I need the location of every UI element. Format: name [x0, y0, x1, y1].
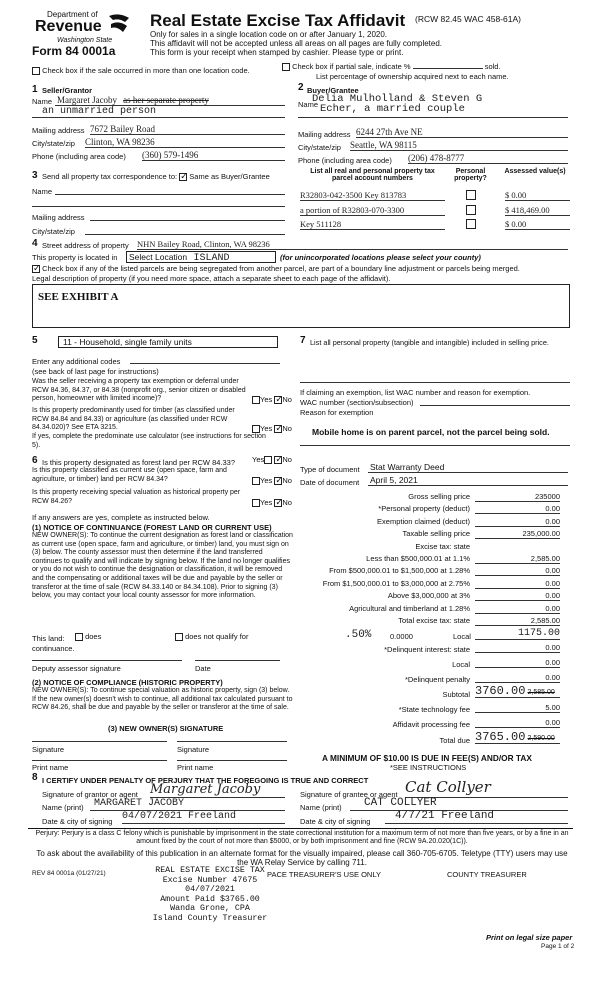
historic-answer[interactable]: [252, 498, 292, 507]
local-rate-handwritten: .50%: [345, 629, 372, 641]
parcel-2-personal-checkbox[interactable]: [466, 205, 476, 215]
legal-description-box[interactable]: [32, 284, 570, 328]
corr-name-field[interactable]: [55, 194, 285, 195]
tax-label: *Personal property (deduct): [378, 504, 470, 514]
land-does-not-checkbox[interactable]: [175, 633, 183, 641]
location-handwritten: ISLAND: [193, 253, 230, 264]
tax-label: From $1,500,000.01 to $3,000,000 at 2.75%: [322, 578, 470, 588]
seller-city-field[interactable]: Clinton, WA 98236: [85, 137, 285, 148]
delinq-penalty-value[interactable]: 0.00: [475, 673, 560, 683]
tax-row: [300, 579, 570, 591]
county-treasurer-label: COUNTY TREASURER: [447, 870, 527, 879]
historic-no-label: No: [282, 498, 292, 507]
corr-city-label: City/state/zip: [32, 227, 75, 236]
grantor-signature[interactable]: Margaret Jacoby: [150, 782, 285, 798]
current-use-yes-label: Yes: [260, 476, 273, 485]
tech-fee-label: *State technology fee: [398, 705, 470, 714]
doc-type-label: Type of document: [300, 465, 360, 474]
personal-property-field[interactable]: [300, 382, 570, 383]
local-label: Local: [453, 632, 471, 641]
grantee-name[interactable]: CAT COLLYER: [350, 797, 568, 811]
historic-yes-label: Yes: [260, 498, 273, 507]
current-use-yes-checkbox[interactable]: [252, 477, 260, 485]
revision-number: REV 84 0001a (01/27/21): [32, 870, 106, 877]
land-does-not-option[interactable]: [175, 632, 248, 641]
tax-table: [300, 492, 570, 628]
buyer-name-label: Name: [298, 100, 319, 109]
additional-codes-field[interactable]: [130, 363, 280, 364]
tier-3-value[interactable]: 0.00: [475, 579, 560, 589]
buyer-mail-field[interactable]: 6244 27th Ave NE: [356, 127, 568, 138]
corr-name-line-2: [32, 206, 285, 207]
street-address-label: Street address of property: [42, 241, 129, 250]
section-5-number: 5: [32, 335, 38, 346]
historic-question: Is this property receiving special valuation as historical property per RCW 84.26?: [32, 489, 241, 505]
stamp-line: Island County Treasurer: [152, 913, 268, 923]
current-use-no-checkbox[interactable]: [274, 477, 282, 485]
print-name-label-1: Print name: [32, 763, 69, 772]
doc-date-label: Date of document: [300, 478, 360, 487]
local-tax-value[interactable]: 1175.00: [475, 628, 560, 640]
tax-label: Exemption claimed (deduct): [377, 516, 470, 526]
section-8-number: 8: [32, 772, 38, 783]
form-title: Real Estate Excise Tax Affidavit: [150, 11, 406, 30]
delinq-penalty-label: *Delinquent penalty: [404, 675, 470, 684]
tax-label: Agricultural and timberland at 1.28%: [349, 603, 470, 613]
if-any-yes-note: If any answers are yes, complete as instructed below.: [32, 513, 210, 522]
exemption-question: Was the seller receiving a property tax exemption or deferral under RCW 84.36, 84.37, or 84.38 (nonprofit org., senior citizen or disabled person, homeowner with limited income)?: [32, 378, 246, 402]
owner-signature-2[interactable]: [177, 741, 287, 742]
land-does-label: does: [85, 632, 102, 641]
correspondence-text: Send all property tax correspondence to:: [42, 172, 178, 181]
tax-label: Gross selling price: [408, 492, 470, 501]
local-rate: 0.0000: [390, 632, 413, 641]
land-does-option[interactable]: [75, 632, 101, 641]
timber-question: Is this property predominantly used for timber (as classified under RCW 84.84 and 84.33) or agriculture (as classified under RCW 84.34.020)? See ETA 3215.: [32, 407, 235, 431]
segregated-check[interactable]: [32, 264, 520, 273]
grantor-name[interactable]: MARGARET JACOBY: [90, 798, 285, 811]
dept-line: Department of: [47, 10, 98, 19]
stamp-line: Wanda Grone, CPA: [170, 904, 250, 913]
forest-no-label: No: [282, 455, 292, 464]
subtotal-struck: 2,585.00: [527, 689, 555, 696]
corr-city-field[interactable]: [85, 234, 285, 235]
deputy-signature-field[interactable]: [32, 660, 182, 661]
forest-answer[interactable]: [252, 455, 292, 464]
grantor-date-city[interactable]: 04/07/2021 Freeland: [122, 811, 285, 824]
same-as-buyer-checkbox[interactable]: [179, 173, 187, 181]
section-4-number: 4: [32, 238, 38, 249]
buyer-heading: Buyer/Grantee: [307, 86, 359, 95]
partial-sale-check[interactable]: [282, 62, 501, 71]
location-select[interactable]: [126, 251, 276, 263]
forest-no-checkbox[interactable]: [274, 456, 282, 464]
exemption-value[interactable]: 0.00: [475, 517, 560, 527]
personal-property-label: List all personal property (tangible and intangible) included in selling price.: [310, 338, 549, 347]
buyer-phone-label: Phone (including area code): [298, 156, 392, 165]
seller-heading: Seller/Grantor: [42, 86, 93, 95]
tax-row: [300, 529, 570, 541]
affidavit-fee-label: Affidavit processing fee: [392, 720, 470, 729]
multi-location-label: Check box if the sale occurred in more than one location code.: [42, 66, 250, 75]
seller-name-line-2: [32, 117, 285, 118]
grantee-name-label: Name (print): [300, 803, 342, 812]
buyer-city-field[interactable]: Seattle, WA 98115: [350, 140, 568, 151]
tax-label: Total excise tax: state: [398, 615, 470, 625]
stamp-line: Amount Paid $3765.00: [160, 894, 260, 904]
location-select-value: Select Location: [129, 252, 188, 262]
current-use-answer[interactable]: [252, 476, 292, 485]
tier-4-value[interactable]: 0.00: [475, 591, 560, 601]
buyer-name: Delia Mulholland & Steven G: [312, 93, 483, 105]
tax-label: Above $3,000,000 at 3%: [387, 591, 470, 601]
grantee-date-city[interactable]: 4/7/21 Freeland: [385, 810, 568, 824]
exemption-answer[interactable]: [252, 395, 292, 404]
total-due-struck: 2,590.00: [527, 735, 555, 742]
corr-mail-label: Mailing address: [32, 213, 85, 222]
compliance-heading: (2) NOTICE OF COMPLIANCE (HISTORIC PROPERTY): [32, 678, 223, 687]
doc-type-field[interactable]: Stat Warranty Deed: [368, 462, 568, 473]
multi-location-checkbox[interactable]: [32, 67, 40, 75]
grantor-date-label: Date & city of signing: [42, 817, 113, 826]
total-due-handwritten: 3765.00: [475, 730, 526, 744]
tier-2-value[interactable]: 0.00: [475, 566, 560, 576]
section-1-number: 1: [32, 84, 38, 95]
forest-question: Is this property designated as forest land per RCW 84.33?: [42, 458, 236, 467]
seller-name-2: an unmarried person: [42, 106, 157, 117]
timber-no-label: No: [282, 424, 292, 433]
tax-row: [300, 604, 570, 616]
header-note-3: This form is your receipt when stamped by cashier. Please type or print.: [150, 48, 404, 57]
certify-statement: I CERTIFY UNDER PENALTY OF PERJURY THAT THE FOREGOING IS TRUE AND CORRECT: [42, 776, 369, 785]
current-use-no-label: No: [282, 476, 292, 485]
tax-label: From $500,000.01 to $1,500,000 at 1.28%: [329, 566, 470, 576]
page-number: Page 1 of 2: [541, 943, 575, 950]
continuance-heading: (1) NOTICE OF CONTINUANCE (FOREST LAND OR CURRENT USE): [32, 523, 272, 532]
tax-label: Excise tax: state: [415, 541, 470, 551]
exemption-reason[interactable]: Mobile home is on parent parcel, not the parcel being sold.: [312, 427, 550, 437]
subtotal-field[interactable]: [475, 684, 560, 698]
reason-line: [300, 445, 570, 446]
tax-row: [300, 554, 570, 566]
timber-answer[interactable]: [252, 424, 292, 433]
see-instructions: *SEE INSTRUCTIONS: [390, 763, 467, 772]
historic-no-checkbox[interactable]: [274, 499, 282, 507]
partial-sale-label: Check box if partial sale, indicate %: [292, 62, 411, 71]
historic-yes-checkbox[interactable]: [252, 499, 260, 507]
forest-yes-label: Yes: [252, 455, 265, 464]
partial-sale-sold: sold.: [484, 62, 501, 71]
seller-city-label: City/state/zip: [32, 139, 75, 148]
total-due-field[interactable]: [475, 730, 560, 744]
buyer-city-label: City/state/zip: [298, 143, 341, 152]
rcw-reference: (RCW 82.45 WAC 458-61A): [415, 14, 521, 24]
legal-description: SEE EXHIBIT A: [38, 291, 119, 303]
owner-signature-1[interactable]: [32, 741, 167, 742]
doc-date-field[interactable]: April 5, 2021: [368, 475, 568, 486]
seller-phone-field[interactable]: (360) 579-1496: [142, 150, 285, 161]
additional-codes-label: Enter any additional codes: [32, 357, 121, 366]
subtotal-label: Subtotal: [442, 690, 470, 699]
minimum-due-note: A MINIMUM OF $10.00 IS DUE IN FEE(S) AND/OR TAX: [322, 753, 532, 763]
grantor-signature-label: Signature of grantor or agent: [42, 790, 138, 799]
segregated-label: Check box if any of the listed parcels are being segregated from another parcel, are part of a boundary line adjustment or parcels being merged.: [42, 264, 520, 273]
exemption-no-label: No: [282, 395, 292, 404]
continuance-body: NEW OWNER(S): To continue the current designation as forest land or classification as current use (open space, farm and agriculture, or timber) land, you must sign on (3) below. The county assessor must then determine if the land transferred continues to qualify and will indicate by signing below. If the land no longer qualifies or you do not wish to continue the designation or classification, it will be removed and the compensating or additional taxes will be due and payable by the seller or transferor at the time of sale (RCW 84.33.140 or 84.34.108). Prior to signing (3) below, you may contact your local county assessor for more information.: [32, 532, 293, 600]
seller-name-label: Name: [32, 97, 53, 106]
tax-row: [300, 566, 570, 578]
delinq-state-label: *Delinquent interest: state: [384, 645, 470, 654]
timber-note: If yes, complete the predominate use calculator (see instructions for section 5).: [32, 433, 266, 449]
affidavit-fee-value[interactable]: 0.00: [475, 718, 560, 728]
parcel-3-personal-checkbox[interactable]: [466, 219, 476, 229]
parcel-3-value[interactable]: $ 0.00: [505, 219, 570, 230]
wac-field[interactable]: [420, 405, 570, 406]
parcel-2-value[interactable]: $ 418,469.00: [505, 205, 570, 216]
tier-1-value[interactable]: 2,585.00: [475, 554, 560, 564]
parcel-row-2[interactable]: a portion of R32803-070-3300: [300, 205, 445, 216]
same-as-buyer-label: Same as Buyer/Grantee: [189, 172, 270, 181]
exemption-yes-label: Yes: [260, 395, 273, 404]
seller-name: Margaret Jacoby: [57, 95, 118, 105]
seller-name-strike: as her separate property: [123, 95, 209, 105]
footer-divider: [28, 828, 573, 829]
timber-yes-checkbox[interactable]: [252, 425, 260, 433]
assessed-col-header: Assessed value(s): [504, 168, 566, 175]
timber-yes-label: Yes: [260, 424, 273, 433]
parcel-row-1[interactable]: R32803-042-3500 Key 813783: [300, 190, 445, 201]
signature-label-2: Signature: [177, 745, 210, 754]
segregated-checkbox[interactable]: [32, 265, 40, 273]
signature-label-1: Signature: [32, 745, 65, 754]
legal-desc-label: Legal description of property (if you need more space, attach a separate sheet to each page of the affidavit).: [32, 274, 391, 283]
local-2-value[interactable]: 0.00: [475, 658, 560, 668]
tech-fee-value[interactable]: 5.00: [475, 703, 560, 713]
parcel-1-value[interactable]: $ 0.00: [505, 190, 570, 201]
total-state-value[interactable]: 2,585.00: [475, 616, 560, 626]
tax-row: [300, 591, 570, 603]
tax-row: [300, 492, 570, 504]
tax-row: [300, 517, 570, 529]
partial-sale-checkbox[interactable]: [282, 63, 290, 71]
dept-name: Revenue: [35, 18, 102, 35]
timber-no-checkbox[interactable]: [274, 425, 282, 433]
taxable-price-value[interactable]: 235,000.00: [475, 529, 560, 539]
correspondence-label: [42, 172, 270, 181]
legal-size-note: Print on legal size paper: [486, 933, 573, 942]
street-address-field[interactable]: NHN Bailey Road, Clinton, WA 98236: [137, 239, 568, 250]
delinq-state-value[interactable]: 0.00: [475, 643, 560, 653]
parcel-row-3[interactable]: Key 511128: [300, 219, 445, 230]
subtotal-handwritten: 3760.00: [475, 684, 526, 698]
total-due-label: Total due: [439, 736, 470, 745]
section-6-number: 6: [32, 455, 38, 466]
new-owner-heading: (3) NEW OWNER(S) SIGNATURE: [108, 724, 224, 733]
grantee-signature-label: Signature of grantee or agent: [300, 790, 398, 799]
state-name: Washington State: [57, 37, 113, 44]
grantee-date-label: Date & city of signing: [300, 817, 371, 826]
personal-col-header: Personal property?: [454, 168, 487, 182]
current-use-question: Is this property classified as current use (open space, farm and agriculture, or timber) land per RCW 84.34?: [32, 467, 227, 483]
buyer-name-line: [298, 117, 568, 118]
compliance-body: NEW OWNER(S): To continue special valuation as historic property, sign (3) below. If the new owner(s) doesn't wish to continue, all additional tax calculated pursuant to RCW 84.26, shall be due and payable by the seller or transferor at the time of sale.: [32, 687, 293, 712]
availability-note: To ask about the availability of this publication in an alternate format for the visually impaired, please call 360-705-6705. Teletype (TTY) users may use the WA Relay Service by calling 711.: [36, 849, 568, 867]
exemption-no-checkbox[interactable]: [274, 396, 282, 404]
pace-label: PACE TREASURER'S USE ONLY: [267, 870, 381, 879]
ag-timber-value[interactable]: 0.00: [475, 604, 560, 614]
wa-logo-icon: [107, 12, 131, 34]
additional-codes-note: (see back of last page for instructions): [32, 367, 159, 376]
exemption-yes-checkbox[interactable]: [252, 396, 260, 404]
land-does-checkbox[interactable]: [75, 633, 83, 641]
tax-label: Less than $500,000.01 at 1.1%: [366, 553, 470, 563]
section-3-number: 3: [32, 170, 38, 181]
continuance-label: continuance.: [32, 644, 75, 653]
tax-label: Taxable selling price: [402, 529, 470, 539]
multi-location-check[interactable]: [32, 66, 250, 75]
deputy-date-field[interactable]: [195, 660, 280, 661]
parcel-col-header: List all real and personal property tax parcel account numbers: [310, 168, 435, 182]
section-2-number: 2: [298, 82, 304, 93]
owner-print-1[interactable]: [32, 760, 167, 761]
personal-property-value[interactable]: 0.00: [475, 504, 560, 514]
tax-row: [300, 616, 570, 628]
form-number: Form 84 0001a: [32, 44, 116, 58]
forest-yes-checkbox[interactable]: [264, 456, 272, 464]
stamp-line: Excise Number 47675: [162, 875, 258, 885]
parcel-1-personal-checkbox[interactable]: [466, 190, 476, 200]
buyer-mail-label: Mailing address: [298, 130, 351, 139]
header-note-1: Only for sales in a single location code on or after January 1, 2020.: [150, 30, 388, 39]
corr-name-label: Name: [32, 187, 53, 196]
ownership-note: List percentage of ownership acquired next to each name.: [316, 72, 509, 81]
section-7-number: 7: [300, 335, 306, 346]
print-name-label-2: Print name: [177, 763, 214, 772]
exemption-claim-label: If claiming an exemption, list WAC number and reason for exemption.: [300, 388, 531, 397]
buyer-name-2: Echer, a married couple: [320, 103, 465, 115]
deputy-date-label: Date: [195, 664, 211, 673]
perjury-note: Perjury: Perjury is a class C felony which is punishable by imprisonment in the state correctional institution for a maximum term of not more than five years, or by a fine in an amount fixed by the court of not more than $5000, or by both imprisonment and fine (RCW 9A.20.020(1C)).: [35, 830, 569, 846]
unincorporated-note: (for unincorporated locations please select your county): [280, 253, 481, 262]
stamp-line: REAL ESTATE EXCISE TAX: [155, 866, 265, 875]
seller-mail-label: Mailing address: [32, 126, 85, 135]
located-label: This property is located in: [32, 253, 118, 262]
wac-label: WAC number (section/subsection): [300, 398, 414, 407]
header-note-2: This affidavit will not be accepted unless all areas on all pages are fully completed.: [150, 39, 443, 48]
grantor-name-label: Name (print): [42, 803, 84, 812]
seller-name-field[interactable]: [55, 95, 285, 106]
tax-row: [300, 542, 570, 554]
seller-mail-field[interactable]: 7672 Bailey Road: [90, 124, 285, 135]
stamp-line: 04/07/2021: [185, 885, 235, 894]
tax-row: [300, 504, 570, 516]
land-use-select[interactable]: 11 - Household, single family units: [58, 336, 278, 348]
reason-label: Reason for exemption: [300, 408, 374, 417]
deputy-signature-label: Deputy assessor signature: [32, 664, 121, 673]
corr-mail-field[interactable]: [90, 220, 285, 221]
grantee-signature[interactable]: Cat Collyer: [405, 778, 568, 798]
gross-price-value[interactable]: 235000: [475, 492, 560, 502]
buyer-phone-field[interactable]: (206) 478-8777: [408, 153, 568, 164]
local-2-label: Local: [452, 660, 470, 669]
land-does-not-label: does not qualify for: [185, 632, 249, 641]
treasurer-stamp: [150, 866, 270, 923]
seller-phone-label: Phone (including area code): [32, 152, 126, 161]
this-land-label: This land:: [32, 634, 65, 643]
owner-print-2[interactable]: [177, 760, 287, 761]
